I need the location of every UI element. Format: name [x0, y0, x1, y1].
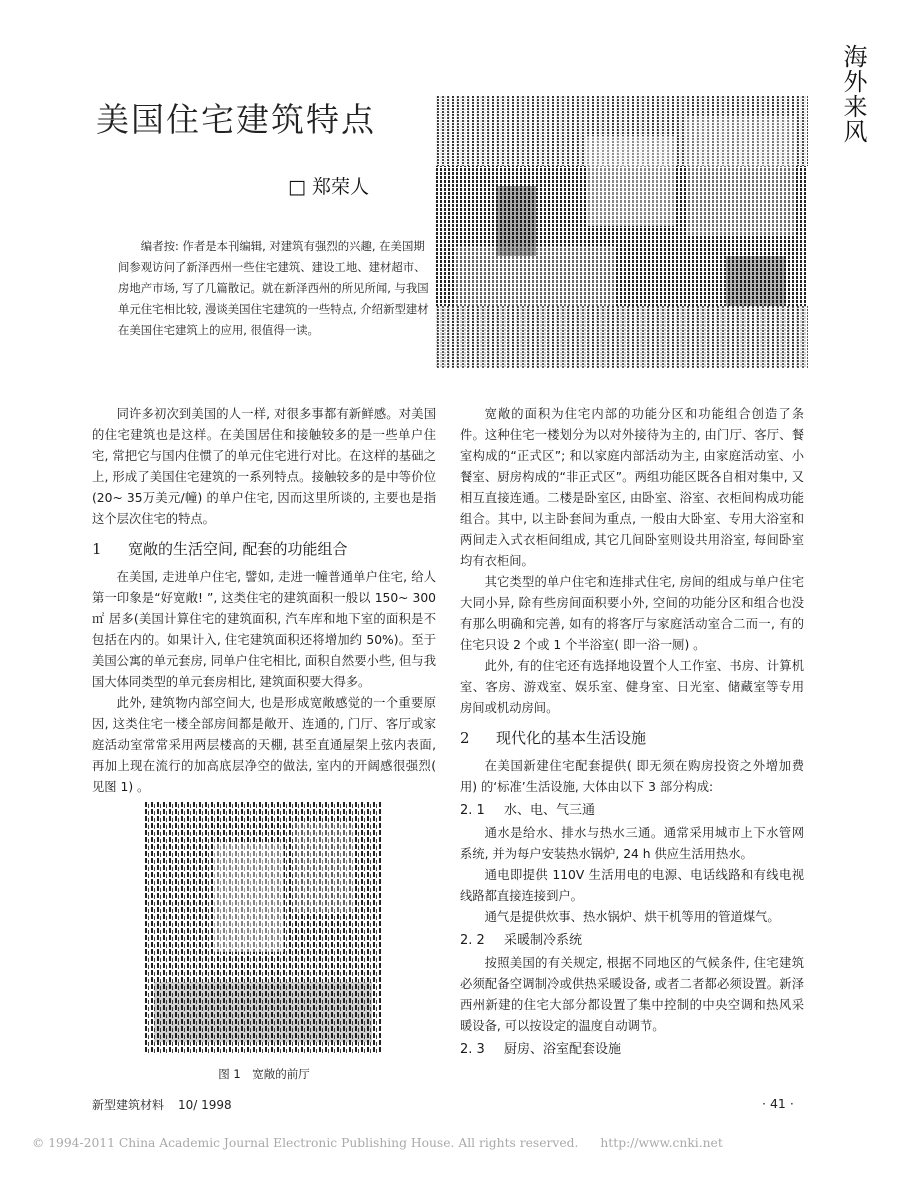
- header-photo: [436, 96, 808, 368]
- body-paragraph: 在美国, 走进单户住宅, 譬如, 走进一幢普通单户住宅, 给人第一印象是“好宽敞! ”, 这类住宅的建筑面积一般以 150~ 300 ㎡ 居多(美国计算住宅的建筑面积, 汽车库和地下室的面积是不包括在内的。如果计入, 住宅建筑面积还将增加约 50%)。至于美国公寓的单元套房, 同单户住宅相比, 面积自然要小些, 但与我国大体同类型的单元套房相比, 建筑面积要大得多。: [92, 570, 436, 689]
- subsection-2-3-heading: [460, 1039, 804, 1060]
- subsection-number: 2. 3: [460, 1042, 485, 1057]
- body-paragraph: 在美国新建住宅配套提供( 即无须在购房投资之外增加费用) 的‘标准’生活设施, 大体由以下 3 部分构成:: [460, 759, 804, 794]
- subsection-number: 2. 2: [460, 933, 485, 948]
- section-tag: 海外来风: [839, 44, 867, 144]
- body-paragraph: 通水是给水、排水与热水三通。通常采用城市上下水管网系统, 并为每户安装热水锅炉, 24 h 供应生活用热水。: [460, 826, 804, 861]
- subsection-title: 采暖制冷系统: [504, 933, 583, 948]
- subsection-title: 水、电、气三通: [504, 803, 596, 818]
- footer-journal: [92, 1096, 232, 1113]
- author-byline: □ 郑荣人: [288, 176, 369, 198]
- body-paragraph: 此外, 有的住宅还有选择地设置个人工作室、书房、计算机室、客房、游戏室、娱乐室、健身室、日光室、储藏室等专用房间或机动房间。: [460, 659, 804, 715]
- figure-1: [92, 802, 436, 1085]
- subsection-number: 2. 1: [460, 803, 485, 818]
- copyright-text: © 1994-2011 China Academic Journal Electronic Publishing House. All rights reserved.: [32, 1136, 579, 1150]
- body-paragraph: 按照美国的有关规定, 根据不同地区的气候条件, 住宅建筑必须配备空调制冷或供热采暖设备, 或者二者都必须设置。新泽西州新建的住宅大部分都设置了集中控制的中央空调和热风采暖设备, 可以按设定的温度自动调节。: [460, 956, 804, 1033]
- section-2-heading: [460, 726, 804, 750]
- subsection-2-2-heading: [460, 930, 804, 951]
- journal-name: 新型建筑材料: [92, 1098, 165, 1112]
- body-paragraph: 通电即提供 110V 生活用电的电源、电话线路和有线电视线路都直接连接到户。: [460, 868, 804, 903]
- right-column: [460, 404, 804, 1062]
- body-paragraph: 宽敞的面积为住宅内部的功能分区和功能组合创造了条件。这种住宅一楼划分为以对外接待为主的, 由门厅、客厅、餐室构成的“正式区”; 和以家庭内部活动为主, 由家庭活动室、小餐室、厨房构成的“非正式区”。两组功能区既各自相对集中, 又相互直接连通。二楼是卧室区, 由卧室、浴室、衣柜间构成功能组合。其中, 以主卧套间为重点, 一般由大卧室、专用大浴室和两间走入式衣柜间组成, 其它几间卧室则设共用浴室, 每间卧室均有衣柜间。: [460, 407, 804, 568]
- figure-image: [144, 802, 382, 1054]
- copyright-watermark: [32, 1136, 723, 1150]
- article-title: 美国住宅建筑特点: [96, 100, 376, 139]
- body-paragraph: 其它类型的单户住宅和连排式住宅, 房间的组成与单户住宅大同小异, 除有些房间面积要小外, 空间的功能分区和组合也没有那么明确和完善, 如有的将客厅与家庭活动室合二而一, 有的住宅只设 2 个或 1 个半浴室( 即一浴一厕) 。: [460, 575, 804, 652]
- figure-caption: 图 1 宽敞的前厅: [218, 1067, 310, 1081]
- section-number: 1: [92, 540, 102, 558]
- copyright-url[interactable]: http://www.cnki.net: [600, 1136, 723, 1150]
- section-title: 宽敞的生活空间, 配套的功能组合: [128, 540, 348, 558]
- body-paragraph: 通气是提供炊事、热水锅炉、烘干机等用的管道煤气。: [484, 910, 780, 924]
- left-column: [92, 404, 436, 1085]
- issue-number: 10/ 1998: [178, 1098, 232, 1112]
- subsection-2-1-heading: [460, 800, 804, 821]
- intro-paragraph: 同许多初次到美国的人一样, 对很多事都有新鲜感。对美国的住宅建筑也是这样。在美国居住和接触较多的是一些单户住宅, 常把它与国内住惯了的单元住宅进行对比。在这样的基础之上, 形成了美国住宅建筑的一系列特点。接触较多的是中等价位(20~ 35万美元/幢) 的单户住宅, 因而这里所谈的, 主要也是指这个层次住宅的特点。: [92, 407, 436, 526]
- subsection-title: 厨房、浴室配套设施: [504, 1042, 622, 1057]
- editor-note: 编者按: 作者是本刊编辑, 对建筑有强烈的兴趣, 在美国期间参观访问了新泽西州一些住宅建筑、建设工地、建材超市、房地产市场, 写了几篇散记。就在新泽西州的所见所闻, 与我国单元住宅相比较, 漫谈美国住宅建筑的一些特点, 介绍新型建材在美国住宅建筑上的应用, 很值得一读。: [118, 239, 429, 337]
- page-number: · 41 ·: [762, 1096, 794, 1111]
- section-title: 现代化的基本生活设施: [496, 729, 647, 747]
- section-number: 2: [460, 729, 470, 747]
- body-paragraph: 此外, 建筑物内部空间大, 也是形成宽敞感觉的一个重要原因, 这类住宅一楼全部房间都是敞开、连通的, 门厅、客厅或家庭活动室常常采用两层楼高的天棚, 甚至直通屋架上弦内表面, 再加上现在流行的加高底层净空的做法, 室内的开阔感很强烈( 见图 1) 。: [92, 696, 436, 794]
- section-1-heading: [92, 537, 436, 561]
